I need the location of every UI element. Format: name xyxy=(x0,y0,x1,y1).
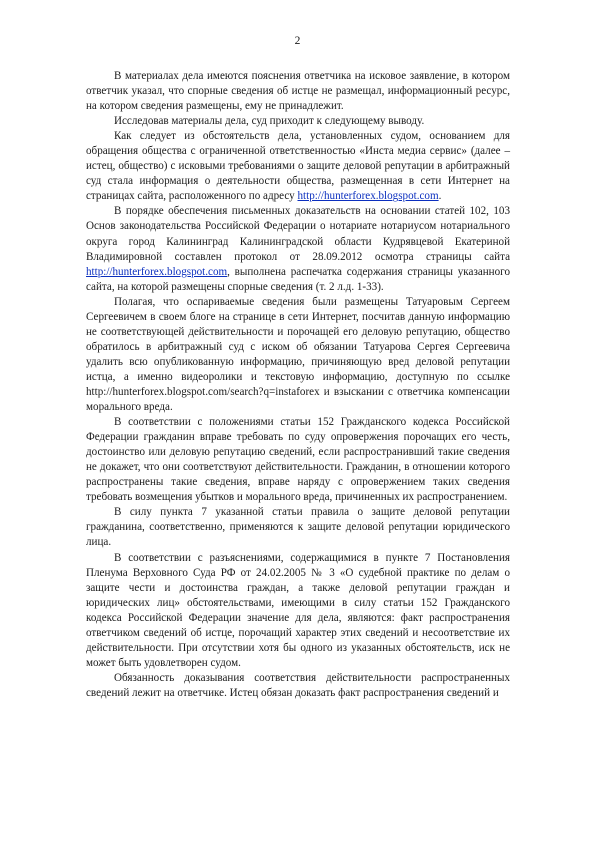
page-number: 2 xyxy=(294,35,301,47)
paragraph-grounds-for-claim xyxy=(86,129,510,204)
paragraph-text: В порядке обеспечения письменных доказательств на основании статей 102, 103 Основ законодательства Российской Федерации о нотариате нотариусом нотариального округа город Калининград Калининградской области Кудрявцевой Екатериной Владимировной составлен протокол от 28.09.2012 осмотра страницы сайта xyxy=(86,205,510,263)
paragraph-claim-description: Полагая, что оспариваемые сведения были размещены Татуаровым Сергеем Сергеевичем в своем блоге на странице в сети Интернет, посчитав данную информацию не соответствующей действительности и порочащей его деловую репутацию, общество обратилось в арбитражный суд с иском об обязании Татуарова Сергея Сергеевича удалить всю опубликованную информацию, причиняющую вред деловой репутации истца, а именно видеоролики и текстовую информацию, доступную по ссылке http://hunterforex.blogspot.com/search?q=instaforex и взыскании с ответчика компенсации морального вреда. xyxy=(86,295,510,414)
paragraph-text: Как следует из обстоятельств дела, установленных судом, основанием для обращения общества с ограниченной ответственностью «Инста медиа сервис» (далее – истец, общество) с исковыми требованиями о защите деловой репутации в арбитражный суд стала информация о деятельности общества, размещенная в сети Интернет на страницах сайта, расположенного по адресу xyxy=(86,130,510,203)
site-link[interactable]: http://hunterforex.blogspot.com xyxy=(297,190,439,203)
paragraph-plenum-resolution: В соответствии с разъяснениями, содержащимися в пункте 7 Постановления Пленума Верховного Суда РФ от 24.02.2005 № 3 «О судебной практике по делам о защите чести и достоинства граждан, а также деловой репутации граждан и юридических лиц» обстоятельствами, имеющими в силу статьи 152 Гражданского кодекса Российской Федерации значение для дела, являются: факт распространения ответчиком сведений об истце, порочащий характер этих сведений и несоответствие их действительности. При отсутствии хотя бы одного из указанных обстоятельств, иск не может быть удовлетворен судом. xyxy=(86,551,510,669)
document-body xyxy=(86,69,510,701)
paragraph-text: . xyxy=(438,190,442,203)
paragraph-article-152: В соответствии с положениями статьи 152 Гражданского кодекса Российской Федерации гражданин вправе требовать по суду опровержения порочащих его честь, достоинство или деловую репутацию сведений, если распространивший такие сведения не докажет, что они соответствуют действительности. Гражданин, в отношении которого распространены такие сведения, вправе наряду с опровержением таких сведения требовать возмещения убытков и морального вреда, причиненных их распространением. xyxy=(86,416,510,504)
paragraph-text: , выполнена распечатка содержания страницы указанного сайта, на которой размещены спорные сведения (т. 2 л.д. 1-33). xyxy=(86,265,510,293)
site-link[interactable]: http://hunterforex.blogspot.com xyxy=(86,265,228,278)
paragraph-clause-7: В силу пункта 7 указанной статьи правила о защите деловой репутации гражданина, соответственно, применяются к защите деловой репутации юридического лица. xyxy=(86,506,510,549)
paragraph-defendant-explanation: В материалах дела имеются пояснения ответчика на исковое заявление, в котором ответчик указал, что спорные сведения об истце не размещал, информационный ресурс, на котором сведения размещены, ему не принадлежит. xyxy=(86,70,510,113)
paragraph-court-conclusion-intro: Исследовав материалы дела, суд приходит к следующему выводу. xyxy=(114,115,425,128)
paragraph-burden-of-proof: Обязанность доказывания соответствия действительности распространенных сведений лежит на ответчике. Истец обязан доказать факт распространения сведений и xyxy=(86,671,510,699)
paragraph-notary-protocol xyxy=(86,204,510,294)
